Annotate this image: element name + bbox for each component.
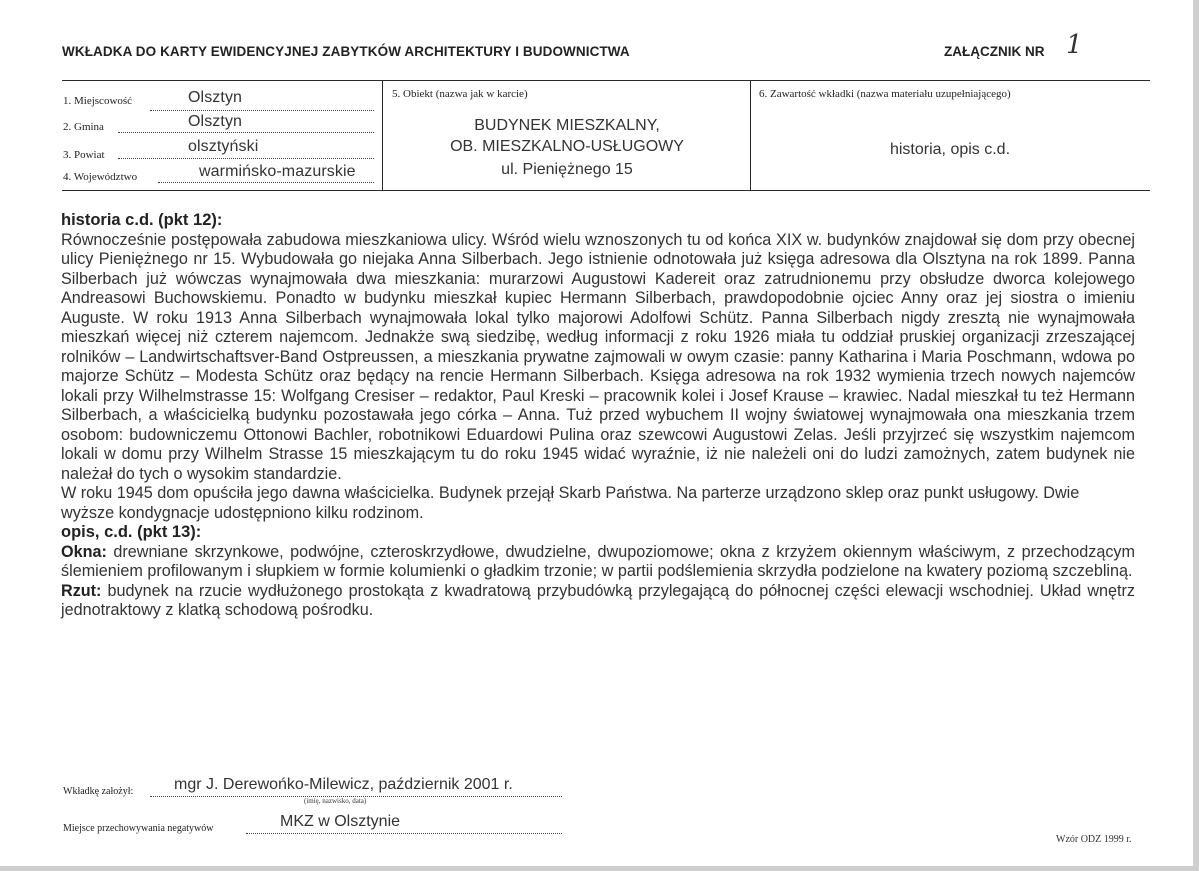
county-value: olsztyński xyxy=(188,138,259,155)
history-paragraph-2: W roku 1945 dom opuściła jego dawna właścicielka. Budynek przejął Skarb Państwa. Na parterze urządzono sklep oraz punkt usługowy. Dwie wyższe kondygnacje udostępniono kilku rodzinom. xyxy=(61,484,1080,522)
document-body xyxy=(61,211,1135,621)
history-heading: historia c.d. (pkt 12): xyxy=(61,211,223,229)
history-paragraph-1: Równocześnie postępowała zabudowa mieszkaniowa ulicy. Wśród wielu wznoszonych tu od końca XIX w. budynków znajdował się dom przy obecnej ulicy Pieniężnego nr 15. Wybudowała go niejaka Anna Silberbach. Jego istnienie odnotowała już księga adresowa dla Olsztyna na rok 1899. Panna Silberbach już wówczas wynajmowała dwa mieszkania: murarzowi Augustowi Kadereit oraz zatrudnionemu przy obsłudze dworca kolejowego Andreasowi Buchowskiemu. Ponadto w budynku mieszkał kupiec Hermann Silberbach, prawdopodobnie ojciec Anny oraz jej siostra o imieniu Auguste. W roku 1913 Anna Silberbach wynajmowała lokal tylko majorowi Adolfowi Schütz. Panna Silberbach nigdy zresztą nie wynajmowała mieszkań więcej niż czterem najemcom. Jednakże swą siedzibę, według informacji z roku 1926 miała tu oddział pruskiej organizacji zrzeszającej rolników – Landwirtschaftsver-Band Ostpreussen, a mieszkania prywatne zajmowali w owym czasie: panny Katharina i Maria Poschmann, wdowa po majorze Schütz – Modesta Schütz oraz będący na rencie Hermann Silberbach. Księga adresowa na rok 1932 wymienia trzech nowych najemców lokali przy Wilhelmstrasse 15: Wolfgang Cresiser – redaktor, Paul Kreski – pracownik kolei i Josef Krause – krawiec. Nadal mieszkał tu też Hermann Silberbach, a właścicielką budynku pozostawała jego córka – Anna. Tuż przed wybuchem II wojny światowej wynajmowała ona mieszkania trzem osobom: budowniczemu Ottonowi Bachler, robotnikowi Eduardowi Pulina oraz szewcowi Augustowi Zelas. Jeśli przyjrzeć się wszystkim najemcom lokali w domu przy Wilhelm Strasse 15 mieszkającym tu do roku 1945 widać wyraźnie, iż nie należeli oni do ludzi zamożnych, zatem budynek nie należał do tych o wysokim standardzie. xyxy=(61,230,1135,483)
attachment-label: ZAŁĄCZNIK NR xyxy=(944,44,1045,59)
object-label: 5. Obiekt (nazwa jak w karcie) xyxy=(392,88,528,100)
storage-value: MKZ w Olsztynie xyxy=(280,813,401,830)
commune-value: Olsztyn xyxy=(188,113,243,130)
description-heading: opis, c.d. (pkt 13): xyxy=(61,523,202,541)
county-label: 3. Powiat xyxy=(63,149,105,161)
locality-label: 1. Miejscowość xyxy=(63,95,133,107)
windows-text: drewniane skrzynkowe, podwójne, czteroskrzydłowe, dwudzielne, dwupoziomowe; okna z krzyżem okiennym właściwym, z przechodzącym ślemieniem profilowanym i słupkiem w formie kolumienki o gładkim trzonie; w partii podślemienia skrzydła podzielone na kwatery poziomą szczebliną. xyxy=(61,542,1135,580)
commune-label: 2. Gmina xyxy=(63,121,104,133)
attachment-number: 1 xyxy=(1066,30,1083,60)
voivodeship-dots xyxy=(158,182,374,183)
plan-paragraph xyxy=(61,582,1135,621)
scan-border-right xyxy=(1193,0,1199,871)
voivodeship-value: warmińsko-mazurskie xyxy=(199,163,356,180)
author-label: Wkładkę założył: xyxy=(63,786,134,797)
windows-label: Okna: xyxy=(61,542,107,561)
storage-label: Miejsce przechowywania negatywów xyxy=(63,823,214,834)
locality-dots xyxy=(150,110,374,111)
voivodeship-label: 4. Województwo xyxy=(63,171,138,183)
contents-label: 6. Zawartość wkładki (nazwa materiału uzupełniającego) xyxy=(759,88,1011,100)
object-line-1: BUDYNEK MIESZKALNY, xyxy=(474,117,660,134)
contents-value: historia, opis c.d. xyxy=(889,141,1011,158)
object-line-3: ul. Pieniężnego 15 xyxy=(501,161,633,178)
form-title: WKŁADKA DO KARTY EWIDENCYJNEJ ZABYTKÓW ARCHITEKTURY I BUDOWNICTWA xyxy=(62,44,630,59)
object-line-2: OB. MIESZKALNO-USŁUGOWY xyxy=(450,138,684,155)
windows-paragraph xyxy=(61,543,1135,582)
form-bottom-border xyxy=(62,190,1150,191)
form-model: Wzór ODZ 1999 r. xyxy=(1056,834,1132,845)
author-value: mgr J. Derewońko-Milewicz, październik 2001 r. xyxy=(174,776,513,793)
plan-text: budynek na rzucie wydłużonego prostokąta z kwadratową przybudówką przylegającą do północnej części elewacji wschodniej. Układ wnętrz jednotraktowy z klatką schodową pośrodku. xyxy=(61,581,1135,619)
storage-dots xyxy=(246,833,562,834)
locality-value: Olsztyn xyxy=(188,89,243,106)
county-dots xyxy=(118,158,374,159)
plan-label: Rzut: xyxy=(61,581,102,600)
scan-border-bottom xyxy=(0,866,1199,871)
author-hint: (imię, nazwisko, data) xyxy=(304,797,367,805)
commune-dots xyxy=(118,132,374,133)
form-top-border xyxy=(62,80,1150,81)
